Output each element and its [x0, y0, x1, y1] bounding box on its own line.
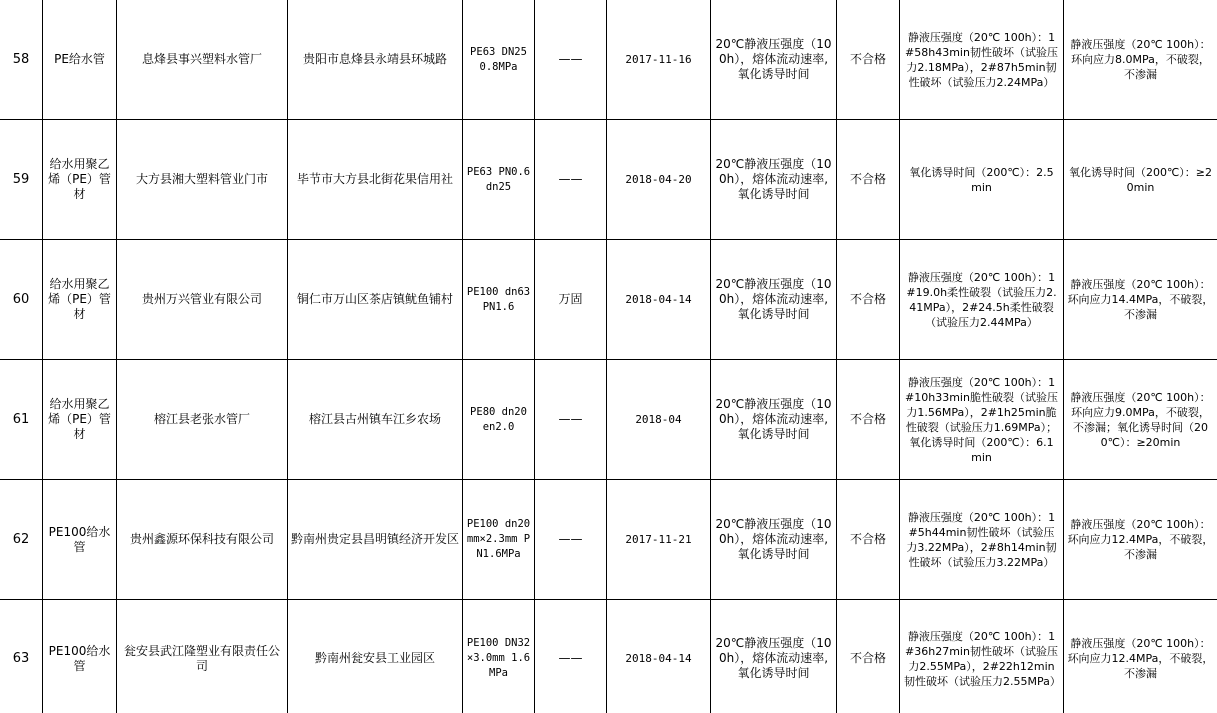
cell-product-name: PE给水管 — [43, 0, 117, 120]
cell-failed-result: 静液压强度（20℃ 100h）：1#19.0h柔性破裂（试验压力2.41MPa），2#24.5h柔性破裂（试验压力2.44MPa） — [900, 240, 1064, 360]
cell-production-date: 2017-11-21 — [607, 480, 711, 600]
table-row — [0, 600, 1217, 713]
cell-manufacturer: 榕江县老张水管厂 — [117, 360, 288, 480]
cell-standard-requirement: 静液压强度（20℃ 100h）：环向应力9.0MPa，不破裂，不渗漏；氧化诱导时间（200℃）：≥20min — [1064, 360, 1217, 480]
table-row — [0, 480, 1217, 600]
cell-inspection-items: 20℃静液压强度（100h），熔体流动速率,氧化诱导时间 — [711, 0, 837, 120]
cell-brand: —— — [535, 360, 607, 480]
cell-inspection-items: 20℃静液压强度（100h），熔体流动速率,氧化诱导时间 — [711, 600, 837, 713]
cell-failed-result: 静液压强度（20℃ 100h）：1#5h44min韧性破坏（试验压力3.22MPa），2#8h14min韧性破坏（试验压力3.22MPa） — [900, 480, 1064, 600]
cell-standard-requirement: 静液压强度（20℃ 100h）：环向应力8.0MPa，不破裂，不渗漏 — [1064, 0, 1217, 120]
cell-address: 黔南州瓮安县工业园区 — [288, 600, 463, 713]
cell-sequence-number: 61 — [0, 360, 43, 480]
cell-manufacturer: 息烽县事兴塑料水管厂 — [117, 0, 288, 120]
cell-verdict: 不合格 — [837, 240, 900, 360]
cell-address: 铜仁市万山区茶店镇鱿鱼铺村 — [288, 240, 463, 360]
cell-sequence-number: 60 — [0, 240, 43, 360]
cell-manufacturer: 大方县湘大塑料管业门市 — [117, 120, 288, 240]
cell-production-date: 2018-04-20 — [607, 120, 711, 240]
cell-failed-result: 静液压强度（20℃ 100h）：1#10h33min脆性破裂（试验压力1.56MPa），2#1h25min脆性破裂（试验压力1.69MPa）；氧化诱导时间（200℃）：6.1min — [900, 360, 1064, 480]
cell-address: 榕江县古州镇车江乡农场 — [288, 360, 463, 480]
cell-specification: PE63 DN25 0.8MPa — [463, 0, 535, 120]
cell-brand: —— — [535, 120, 607, 240]
table-row — [0, 120, 1217, 240]
cell-address: 贵阳市息烽县永靖县环城路 — [288, 0, 463, 120]
cell-manufacturer: 贵州鑫源环保科技有限公司 — [117, 480, 288, 600]
cell-inspection-items: 20℃静液压强度（100h），熔体流动速率,氧化诱导时间 — [711, 360, 837, 480]
cell-failed-result: 静液压强度（20℃ 100h）：1#58h43min韧性破坏（试验压力2.18MPa），2#87h5min韧性破坏（试验压力2.24MPa） — [900, 0, 1064, 120]
cell-specification: PE100 dn20mm×2.3mm PN1.6MPa — [463, 480, 535, 600]
cell-verdict: 不合格 — [837, 0, 900, 120]
cell-production-date: 2018-04 — [607, 360, 711, 480]
cell-address: 黔南州贵定县昌明镇经济开发区 — [288, 480, 463, 600]
cell-product-name: PE100给水管 — [43, 480, 117, 600]
cell-failed-result: 静液压强度（20℃ 100h）：1#36h27min韧性破坏（试验压力2.55MPa），2#22h12min韧性破坏（试验压力2.55MPa） — [900, 600, 1064, 713]
cell-brand: —— — [535, 600, 607, 713]
cell-product-name: PE100给水管 — [43, 600, 117, 713]
cell-specification: PE80 dn20 en2.0 — [463, 360, 535, 480]
cell-standard-requirement: 氧化诱导时间（200℃）：≥20min — [1064, 120, 1217, 240]
cell-inspection-items: 20℃静液压强度（100h），熔体流动速率,氧化诱导时间 — [711, 240, 837, 360]
cell-inspection-items: 20℃静液压强度（100h），熔体流动速率,氧化诱导时间 — [711, 480, 837, 600]
table-row — [0, 360, 1217, 480]
cell-verdict: 不合格 — [837, 120, 900, 240]
cell-product-name: 给水用聚乙烯（PE）管材 — [43, 240, 117, 360]
cell-specification: PE100 dn63 PN1.6 — [463, 240, 535, 360]
cell-manufacturer: 瓮安县武江隆塑业有限责任公司 — [117, 600, 288, 713]
table-row — [0, 240, 1217, 360]
cell-brand: 万固 — [535, 240, 607, 360]
cell-brand: —— — [535, 0, 607, 120]
cell-verdict: 不合格 — [837, 600, 900, 713]
cell-sequence-number: 63 — [0, 600, 43, 713]
cell-sequence-number: 58 — [0, 0, 43, 120]
cell-product-name: 给水用聚乙烯（PE）管材 — [43, 360, 117, 480]
cell-standard-requirement: 静液压强度（20℃ 100h）：环向应力12.4MPa，不破裂，不渗漏 — [1064, 480, 1217, 600]
table-row — [0, 0, 1217, 120]
cell-brand: —— — [535, 480, 607, 600]
cell-production-date: 2017-11-16 — [607, 0, 711, 120]
cell-sequence-number: 59 — [0, 120, 43, 240]
cell-sequence-number: 62 — [0, 480, 43, 600]
cell-address: 毕节市大方县北街花果信用社 — [288, 120, 463, 240]
cell-production-date: 2018-04-14 — [607, 240, 711, 360]
cell-specification: PE63 PN0.6 dn25 — [463, 120, 535, 240]
cell-product-name: 给水用聚乙烯（PE）管材 — [43, 120, 117, 240]
cell-specification: PE100 DN32×3.0mm 1.6MPa — [463, 600, 535, 713]
cell-manufacturer: 贵州万兴管业有限公司 — [117, 240, 288, 360]
cell-failed-result: 氧化诱导时间（200℃）：2.5min — [900, 120, 1064, 240]
cell-standard-requirement: 静液压强度（20℃ 100h）：环向应力12.4MPa，不破裂，不渗漏 — [1064, 600, 1217, 713]
cell-verdict: 不合格 — [837, 480, 900, 600]
cell-production-date: 2018-04-14 — [607, 600, 711, 713]
cell-standard-requirement: 静液压强度（20℃ 100h）：环向应力14.4MPa，不破裂，不渗漏 — [1064, 240, 1217, 360]
cell-verdict: 不合格 — [837, 360, 900, 480]
cell-inspection-items: 20℃静液压强度（100h），熔体流动速率,氧化诱导时间 — [711, 120, 837, 240]
